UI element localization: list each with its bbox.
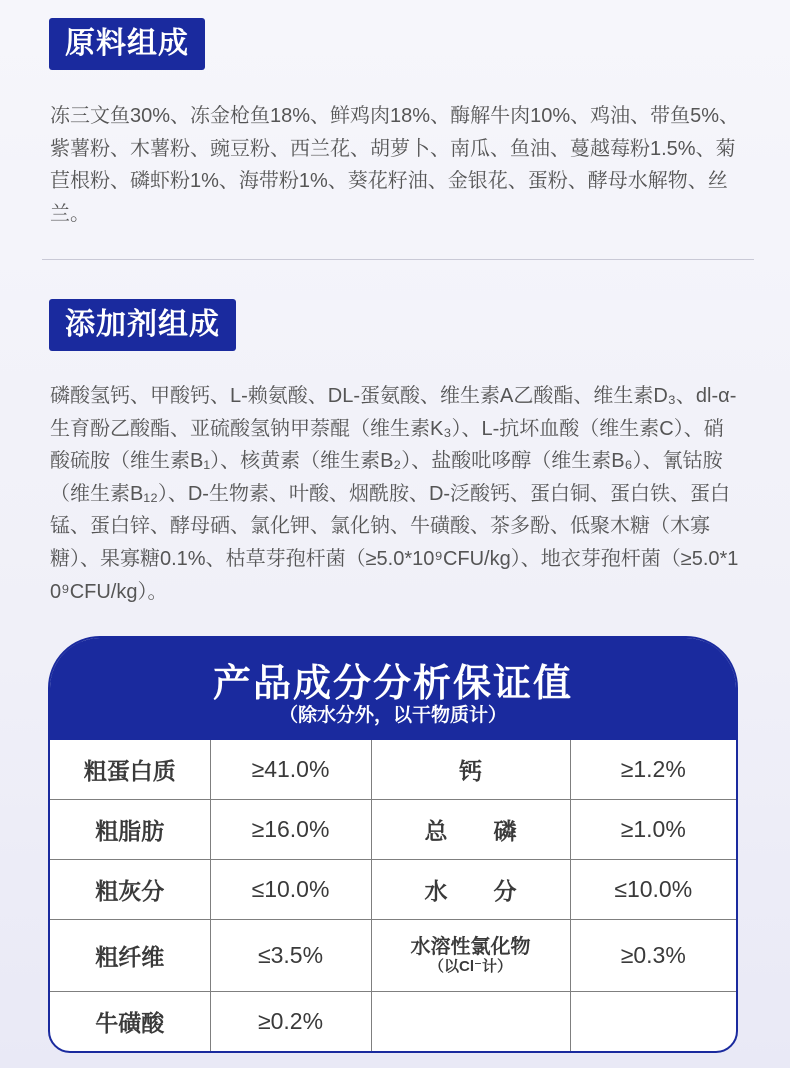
table-row [50,740,736,799]
table-row [50,799,736,859]
additives-text: 磷酸氢钙、甲酸钙、L-赖氨酸、DL-蛋氨酸、维生素A乙酸酯、维生素D₃、dl-α-生育酚乙酸酯、亚硫酸氢钠甲萘醌（维生素K₃）、L-抗坏血酸（维生素C）、硝酸硫胺（维生素B₁）、核黄素（维生素B₂）、盐酸吡哆醇（维生素B₆）、氰钴胺（维生素B₁₂）、D-生物素、叶酸、烟酰胺、D-泛酸钙、蛋白铜、蛋白铁、蛋白锰、蛋白锌、酵母硒、氯化钾、氯化钠、牛磺酸、茶多酚、低聚木糖（木寡糖）、果寡糖0.1%、枯草芽孢杆菌（≥5.0*10⁹CFU/kg）、地衣芽孢杆菌（≥5.0*10⁹CFU/kg）。 [50,385,739,603]
nutrient-label-note: （以Cl⁻计） [429,957,512,975]
nutrient-value: ≤10.0% [570,859,736,919]
nutrient-label: 粗灰分 [50,859,210,919]
raw-materials-title: 原料组成 [49,18,205,70]
analysis-subtitle: （除水分外，以干物质计） [278,705,507,726]
nutrient-value: ≥16.0% [210,799,371,859]
nutrient-value: ≥41.0% [210,740,371,799]
nutrient-label [371,992,570,1051]
table-row [50,919,736,991]
analysis-title: 产品成分分析保证值 [212,663,573,705]
analysis-header [50,638,736,740]
nutrient-label: 钙 [371,740,570,799]
analysis-table [50,740,736,1051]
nutrient-value: ≥0.2% [210,992,371,1051]
nutrient-value: ≤3.5% [210,919,371,991]
section-divider [42,259,754,260]
nutrient-value [570,992,736,1051]
nutrient-label: 水 分 [371,859,570,919]
additives-title: 添加剂组成 [49,299,236,351]
nutrient-label: 水溶性氯化物 [410,935,531,958]
nutrient-value: ≤10.0% [210,859,371,919]
nutrient-value: ≥0.3% [570,919,736,991]
table-row [50,859,736,919]
nutrient-label: 牛磺酸 [50,992,210,1051]
nutrient-label-cell [371,919,570,991]
raw-materials-text: 冻三文鱼30%、冻金枪鱼18%、鲜鸡肉18%、酶解牛肉10%、鸡油、带鱼5%、紫薯粉、木薯粉、豌豆粉、西兰花、胡萝卜、南瓜、鱼油、蔓越莓粉1.5%、菊苣根粉、磷虾粉1%、海带粉1%、葵花籽油、金银花、蛋粉、酵母水解物、丝兰。 [50,105,740,225]
table-row [50,992,736,1051]
nutrient-label: 总 磷 [371,799,570,859]
nutrient-label: 粗蛋白质 [50,740,210,799]
nutrient-value: ≥1.0% [570,799,736,859]
nutrient-label: 粗脂肪 [50,799,210,859]
nutrient-label: 粗纤维 [50,919,210,991]
analysis-panel [48,636,738,1053]
nutrient-value: ≥1.2% [570,740,736,799]
